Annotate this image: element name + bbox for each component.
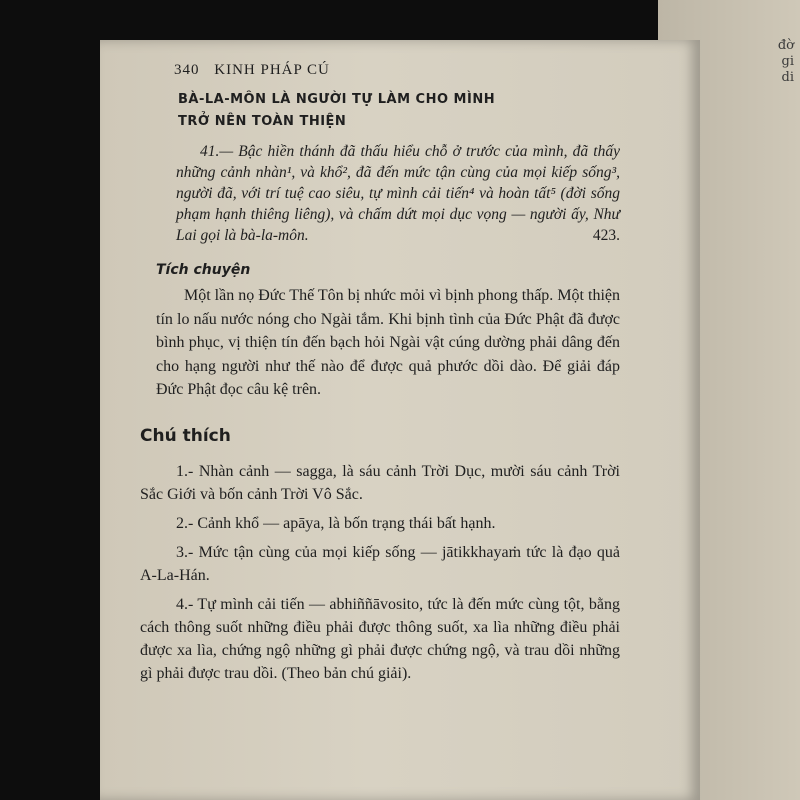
note-item: 2.- Cảnh khổ — apāya, là bốn trạng thái bất hạnh. xyxy=(176,514,496,532)
story-paragraph: Một lần nọ Đức Thế Tôn bị nhức mỏi vì bịnh phong thấp. Một thiện tín lo nấu nước nóng cho Ngài tắm. Khi bịnh tình của Đức Phật đã được bình phục, vị thiện tín đến bạch hỏi Ngài vật cúng dường phải dâng đến cho hạng người như thế nào để được quả phước dồi dào. Để giải đáp Đức Phật đọc câu kệ trên. xyxy=(156,287,620,398)
verse-paragraph xyxy=(176,141,620,246)
story-heading: Tích chuyện xyxy=(156,262,251,278)
verse-ref: 423. xyxy=(592,227,620,244)
verse-title: BÀ-LA-MÔN LÀ NGƯỜI TỰ LÀM CHO MÌNH TRỞ NÊN TOÀN THIỆN xyxy=(178,92,496,129)
page-content xyxy=(140,62,620,691)
note-item: 3.- Mức tận cùng của mọi kiếp sống — jātikkhayaṁ tức là đạo quả A-La-Hán. xyxy=(140,543,620,584)
notes-heading: Chú thích xyxy=(140,425,231,446)
note-item: 1.- Nhàn cảnh — sagga, là sáu cảnh Trời Dục, mười sáu cảnh Trời Sắc Giới và bốn cảnh Trời Vô Sắc. xyxy=(140,462,620,503)
verse-text: 41.— Bậc hiền thánh đã thấu hiểu chỗ ở trước của mình, đã thấy những cảnh nhàn¹, và khổ², đã đến mức tận cùng của mọi kiếp sống³, người đã, với trí tuệ cao siêu, tự mình cải tiến⁴ và hoàn tất⁵ (đời sống phạm hạnh thiêng liêng), và chấm dứt mọi dục vọng — người ấy, Như Lai gọi là bà-la-môn. xyxy=(176,143,620,244)
running-head xyxy=(174,62,620,79)
facing-page-text: đờ gi di xyxy=(777,38,794,85)
book-title: KINH PHÁP CÚ xyxy=(214,62,330,78)
note-item: 4.- Tự mình cải tiến — abhiññāvosito, tức là đến mức cùng tột, bằng cách thông suốt những điều phải được thông suốt, xa lìa những điều phải được xa lìa, chứng ngộ những gì phải được chứng ngộ, và trau dồi những gì phải được trau dồi. (Theo bản chú giải). xyxy=(140,595,620,682)
page-number: 340 xyxy=(174,62,200,78)
